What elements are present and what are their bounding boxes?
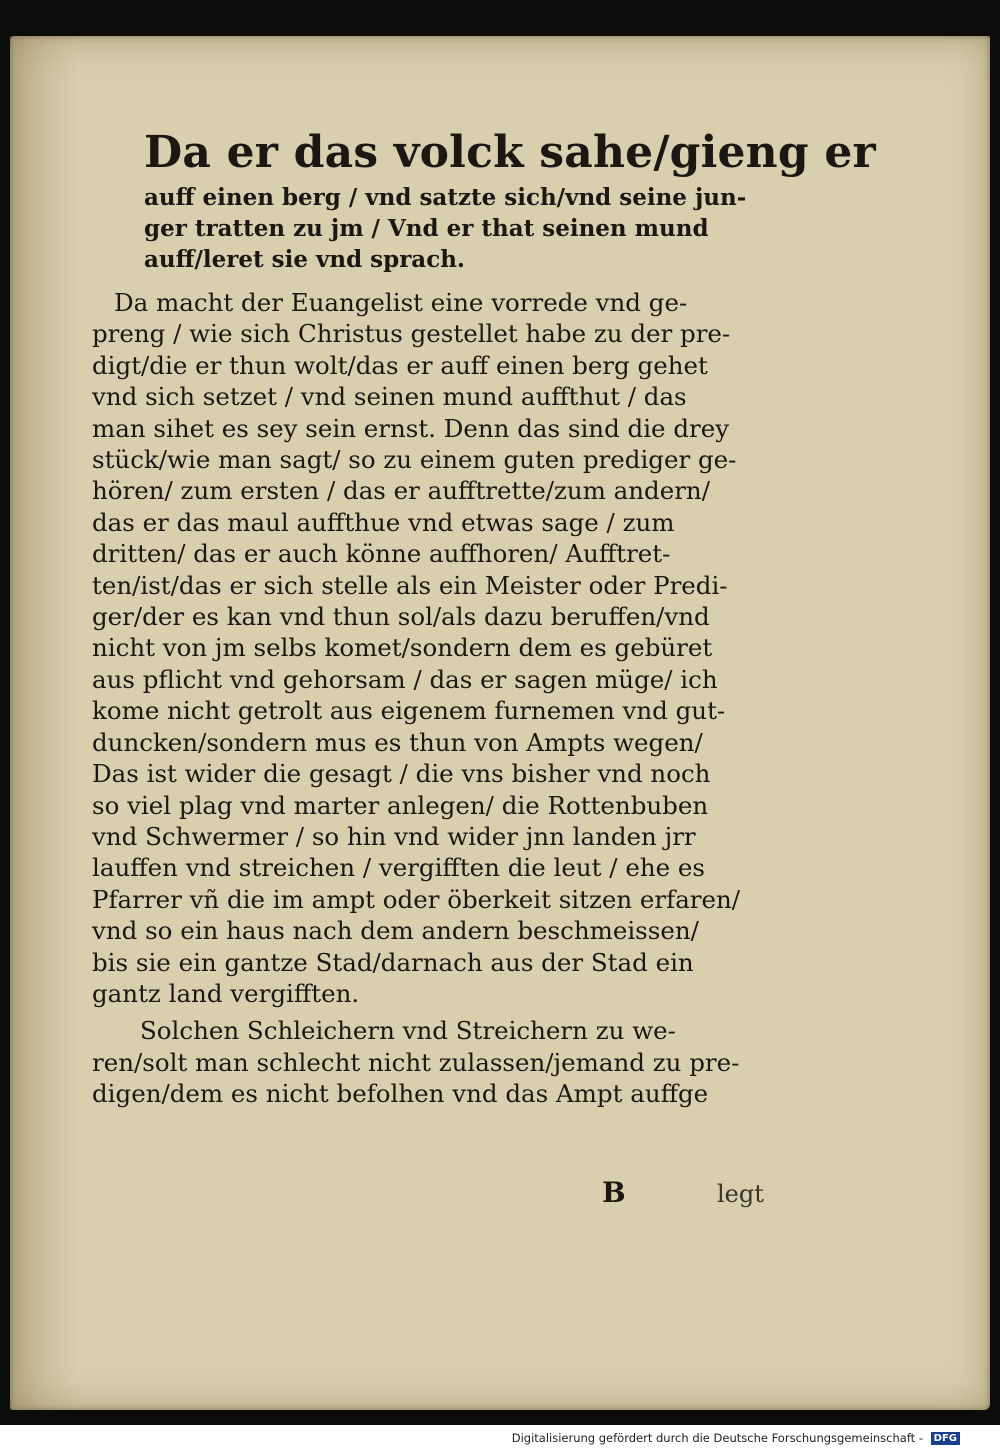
catchword: legt xyxy=(717,1180,764,1208)
body-line: aus pflicht vnd gehorsam / das er sagen müge/ ich xyxy=(92,664,718,694)
page-footer xyxy=(92,1176,782,1210)
body-line: ten/ist/das er sich stelle als ein Meister oder Predi- xyxy=(92,570,728,600)
body-line: kome nicht getrolt aus eigenem furnemen vnd gut- xyxy=(92,696,726,726)
body-line: ger/der es kan vnd thun sol/als dazu beruffen/vnd xyxy=(92,602,710,632)
dfg-logo-icon: DFG xyxy=(931,1432,960,1445)
body-line: gantz land vergifften. xyxy=(92,978,360,1008)
body-line: vnd sich setzet / vnd seinen mund auffthut / das xyxy=(92,382,687,412)
page-heading xyxy=(144,124,876,275)
body-line: digen/dem es nicht befolhen vnd das Ampt auffge xyxy=(92,1079,709,1109)
body-line: digt/die er thun wolt/das er auff einen berg gehet xyxy=(92,350,708,380)
body-paragraph-2 xyxy=(92,1015,782,1109)
body-line: duncken/sondern mus es thun von Ampts wegen/ xyxy=(92,727,703,757)
body-line: hören/ zum ersten / das er aufftrette/zum andern/ xyxy=(92,476,710,506)
body-line: Solchen Schleichern vnd Streichern zu we- xyxy=(140,1016,676,1046)
body-line: vnd Schwermer / so hin vnd wider jnn landen jrr xyxy=(92,821,696,851)
book-page xyxy=(10,36,990,1410)
body-line: vnd so ein haus nach dem andern beschmeissen/ xyxy=(92,916,699,946)
body-line: man sihet es sey sein ernst. Denn das sind die drey xyxy=(92,413,730,443)
body-line: bis sie ein gantze Stad/darnach aus der Stad ein xyxy=(92,947,694,977)
body-line: ren/solt man schlecht nicht zulassen/jemand zu pre- xyxy=(92,1047,740,1077)
body-line: Das ist wider die gesagt / die vns bisher vnd noch xyxy=(92,759,711,789)
body-line: nicht von jm selbs komet/sondern dem es gebüret xyxy=(92,633,713,663)
signature-mark: B xyxy=(602,1176,626,1209)
heading-line-3: ger tratten zu jm / Vnd er that seinen mund xyxy=(144,215,709,242)
digitization-credit xyxy=(512,1431,960,1445)
page-text-block xyxy=(92,124,876,1110)
body-line: lauffen vnd streichen / vergifften die leut / ehe es xyxy=(92,853,705,883)
body-line: Da macht der Euangelist eine vorrede vnd ge- xyxy=(114,288,688,317)
heading-line-2: auff einen berg / vnd satzte sich/vnd seine jun- xyxy=(144,184,747,211)
body-line: Pfarrer vñ die im ampt oder öberkeit sitzen erfaren/ xyxy=(92,884,741,914)
body-line: stück/wie man sagt/ so zu einem guten prediger ge- xyxy=(92,445,737,475)
body-line: so viel plag vnd marter anlegen/ die Rottenbuben xyxy=(92,790,709,820)
body-paragraph-1 xyxy=(92,287,782,1009)
body-line: dritten/ das er auch könne auffhoren/ Aufftret- xyxy=(92,539,671,569)
body-line: das er das maul auffthue vnd etwas sage / zum xyxy=(92,507,675,537)
body-line: preng / wie sich Christus gestellet habe zu der pre- xyxy=(92,319,731,349)
heading-line-1: Da er das volck sahe/gieng er xyxy=(144,127,876,178)
credit-text: Digitalisierung gefördert durch die Deutsche Forschungsgemeinschaft - xyxy=(511,1431,923,1445)
heading-line-4: auff/leret sie vnd sprach. xyxy=(144,246,465,273)
